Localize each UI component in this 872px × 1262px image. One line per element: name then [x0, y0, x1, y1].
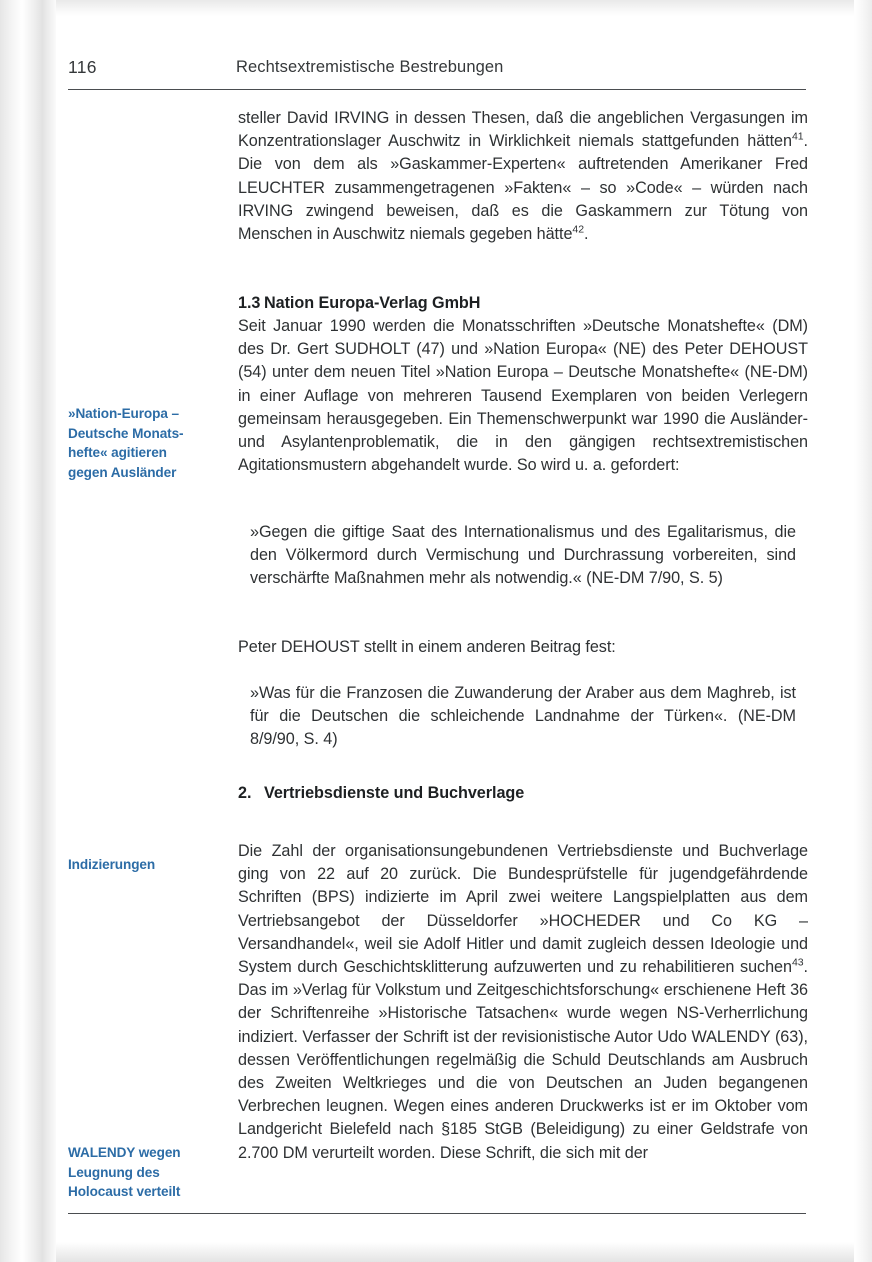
margin-note-walendy: [68, 1143, 228, 1202]
footnote-marker-42: 42: [572, 223, 584, 236]
section-heading-2: [238, 782, 808, 805]
margin-note-line: »Nation-Europa –: [68, 406, 179, 421]
paragraph-text: Peter DEHOUST stellt in einem anderen Beitrag fest:: [238, 638, 616, 656]
page-number: 116: [68, 57, 97, 77]
margin-note-line: Leugnung des: [68, 1164, 160, 1180]
heading-title: Nation Europa-Verlag GmbH: [264, 294, 481, 312]
margin-note-line: Holocaust verteilt: [68, 1184, 181, 1199]
header-divider: [68, 89, 806, 90]
page-edge-right-shadow: [854, 0, 872, 1262]
paragraph-nation-europa: [238, 315, 808, 477]
paragraph-text: steller David IRVING in dessen Thesen, daß die angeblichen Vergasungen im Konzentrationslager Auschwitz in Wirklichkeit niemals stattgefunden hätten: [238, 109, 808, 151]
page-header: [68, 57, 808, 87]
margin-note-indizierungen: [68, 855, 228, 875]
footer-divider: [68, 1213, 806, 1214]
footnote-marker-41: 41: [791, 130, 804, 143]
blockquote-text: »Was für die Franzosen die Zuwanderung der Araber aus dem Maghreb, ist für die Deutschen die schleichende Landnahme der Türken«. (NE-DM 8/9/90, S. 4): [250, 684, 796, 749]
section-heading-1-3: [238, 292, 808, 315]
paragraph-text: Die Zahl der organisationsungebundenen Vertriebsdienste und Buchverlage ging von 22 auf 20 zurück. Die Bundesprüfstelle für jugendgefährdende Schriften (BPS) indizierte im April zwei weitere Langspielplatten aus dem Vertriebsangebot der Düsseldorfer »HOCHEDER und Co KG – Versandhandel«, weil sie Adolf Hitler und damit zugleich dessen Ideologie und System durch Geschichtsklitterung aufzuwerten und zu rehabilitieren suchen: [238, 842, 808, 977]
margin-note-line: hefte« agitieren: [68, 445, 167, 460]
heading-number: 1.3: [238, 294, 261, 312]
margin-note-nation-europa: [68, 404, 228, 482]
heading-title: Vertriebsdienste und Buchverlage: [264, 784, 525, 802]
heading-number: 2.: [238, 784, 252, 802]
paragraph-text: .: [584, 225, 589, 244]
paragraph-irving: [238, 107, 808, 246]
blockquote-text: »Gegen die giftige Saat des Internationalismus und des Egalitarismus, die den Völkermord durch Vermischung und Durchrassung vorbereiten, sind verschärfte Maßnahmen mehr als notwendig.« (NE-DM 7/90, S. 5): [250, 523, 796, 588]
margin-note-line: WALENDY wegen: [68, 1145, 181, 1160]
paragraph-text: . Das im »Verlag für Volkstum und Zeitgeschichtsforschung« erschienene Heft 36 der Schriftenreihe »Historische Tatsachen« wurde wegen NS-Verherrlichung indiziert. Verfasser der Schrift ist der revisionistische Autor Udo WALENDY (63), dessen Veröffentlichungen regelmäßig die Schuld Deutschlands am Ausbruch des Zweiten Weltkrieges und die von Deutschen an Juden begangenen Verbrechen leugnen. Wegen eines anderen Druckwerks ist er im Oktober vom Landgericht Bielefeld nach §185 StGB (Beleidigung) zu einer Geldstrafe von 2.700 DM verurteilt worden. Diese Schrift, die sich mit der: [238, 958, 808, 1162]
margin-note-line: gegen Ausländer: [68, 464, 177, 480]
paragraph-vertriebsdienste: [238, 840, 808, 1165]
footnote-marker-43: 43: [791, 956, 804, 969]
paragraph-text: . Die von dem als »Gaskammer-Experten« auftretenden Amerikaner Fred LEUCHTER zusammengetragenen »Fakten« – so »Code« – würden nach IRVING zwingend beweisen, daß es die Gaskammern zur Tötung von Menschen in Auschwitz niemals gegeben hätte: [238, 132, 808, 244]
paragraph-dehoust: [238, 636, 808, 659]
blockquote-egalitarismus: [238, 521, 796, 591]
paragraph-text: Seit Januar 1990 werden die Monatsschriften »Deutsche Monatshefte« (DM) des Dr. Gert SUDHOLT (47) und »Nation Europa« (NE) des Peter DEHOUST (54) unter dem neuen Titel »Nation Europa – Deutsche Monatshefte« (NE-DM) in einer Auflage von mehreren Tausend Exemplaren von beiden Verlegern gemeinsam herausgegeben. Ein Themenschwerpunkt war 1990 die Ausländer- und Asylantenproblematik, die in den gängigen rechtsextremistischen Agitationsmustern abgehandelt wurde. So wird u. a. gefordert:: [238, 317, 808, 475]
margin-note-line: Indizierungen: [68, 857, 156, 872]
page-edge-top-shadow: [0, 0, 872, 16]
blockquote-maghreb: [238, 682, 796, 752]
margin-note-line: Deutsche Monats-: [68, 425, 184, 441]
page-edge-left-shadow: [0, 0, 22, 1262]
page-edge-bottom-shadow: [0, 1242, 872, 1262]
page-gutter-crease: [22, 0, 56, 1262]
running-head: Rechtsextremistische Bestrebungen: [236, 58, 504, 76]
